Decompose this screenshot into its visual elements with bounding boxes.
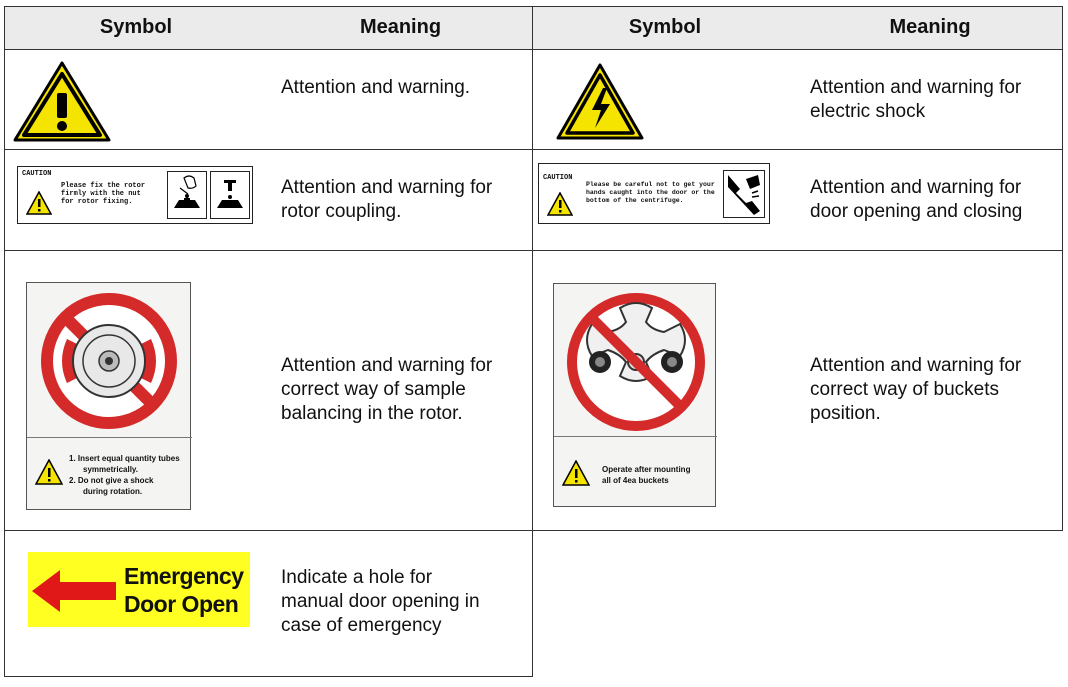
meaning-line: Attention and warning for: [281, 355, 493, 376]
small-warning-icon: [562, 460, 590, 486]
electric-shock-icon: [555, 62, 645, 142]
meaning-line: balancing in the rotor.: [281, 403, 463, 424]
warning-triangle-icon: [12, 60, 112, 144]
table-border-right: [1062, 6, 1063, 531]
label-text: [586, 181, 715, 205]
symbols-table: [4, 6, 1063, 677]
label-line: firmly with the nut: [61, 190, 141, 198]
label-line: Please fix the rotor: [61, 182, 146, 190]
label-line: Emergency: [124, 563, 244, 589]
meaning-line: Attention and warning for: [281, 177, 493, 198]
label-text: [69, 453, 180, 497]
header-symbol-right: Symbol: [533, 6, 797, 49]
meaning-line: door opening and closing: [810, 201, 1023, 222]
label-line: hands caught into the door or the: [586, 189, 715, 196]
caution-label: CAUTION: [543, 174, 573, 182]
label-line: Operate after mounting: [602, 465, 691, 474]
label-line: during rotation.: [83, 487, 143, 496]
meaning-emergency-door: [281, 566, 531, 638]
emergency-door-open-label: [28, 552, 250, 627]
label-text: [61, 182, 145, 206]
left-arrow-icon: [30, 566, 118, 616]
label-line: 2. Do not give a shock: [69, 476, 154, 485]
door-hand-caution-label: [538, 163, 770, 224]
label-line: symmetrically.: [83, 465, 138, 474]
hand-tighten-nut-icon: [167, 171, 207, 219]
meaning-line: Indicate a hole for: [281, 567, 433, 588]
meaning-line: position.: [810, 403, 881, 424]
table-line-header: [4, 49, 1063, 50]
small-warning-icon: [26, 191, 52, 215]
table-border-top: [4, 6, 1063, 7]
label-line: bottom of the centrifuge.: [586, 197, 684, 204]
meaning-sample-balancing: [281, 354, 531, 426]
sign-divider: [554, 436, 717, 437]
table-line-row1: [4, 149, 1063, 150]
meaning-electric-shock: [810, 76, 1060, 124]
table-border-bottom: [4, 676, 533, 677]
meaning-line: Attention and warning.: [281, 77, 471, 98]
emergency-label-text: [124, 562, 244, 618]
hand-caught-door-icon: [723, 170, 765, 218]
meaning-line: rotor coupling.: [281, 201, 402, 222]
rotor-nut-icon: [210, 171, 250, 219]
label-line: for rotor fixing.: [61, 198, 133, 206]
meaning-line: Attention and warning for: [810, 177, 1022, 198]
meaning-rotor-coupling: [281, 176, 531, 224]
table-line-row3: [4, 530, 1063, 531]
header-meaning-right: Meaning: [797, 6, 1063, 49]
meaning-line: correct way of sample: [281, 379, 466, 400]
meaning-line: electric shock: [810, 101, 926, 122]
rotor-coupling-caution-label: [17, 166, 253, 224]
meaning-line: Attention and warning for: [810, 355, 1022, 376]
meaning-door-opening: [810, 176, 1060, 224]
meaning-line: correct way of buckets: [810, 379, 1000, 400]
sign-divider: [27, 437, 192, 438]
bucket-rotor-icon: [558, 288, 713, 436]
table-border-left: [4, 6, 5, 677]
meaning-line: manual door opening in: [281, 591, 480, 612]
table-line-row2: [4, 250, 1063, 251]
label-line: all of 4ea buckets: [602, 476, 669, 485]
meaning-line: case of emergency: [281, 615, 442, 636]
label-line: 1. Insert equal quantity tubes: [69, 454, 180, 463]
label-text: [602, 464, 690, 486]
header-symbol-left: Symbol: [4, 6, 268, 49]
label-line: Please be careful not to get your: [586, 181, 715, 188]
sample-balancing-sign: [26, 282, 191, 510]
label-line: Door Open: [124, 591, 239, 617]
caution-label: CAUTION: [22, 170, 52, 178]
small-warning-icon: [35, 459, 63, 485]
bucket-position-sign: [553, 283, 716, 507]
table-divider-middle: [532, 6, 533, 677]
meaning-bucket-position: [810, 354, 1060, 426]
meaning-line: Attention and warning for: [810, 77, 1022, 98]
meaning-attention-warning: [281, 76, 531, 100]
rotor-balance-icon: [31, 287, 187, 435]
small-warning-icon: [547, 192, 573, 216]
header-meaning-left: Meaning: [268, 6, 533, 49]
